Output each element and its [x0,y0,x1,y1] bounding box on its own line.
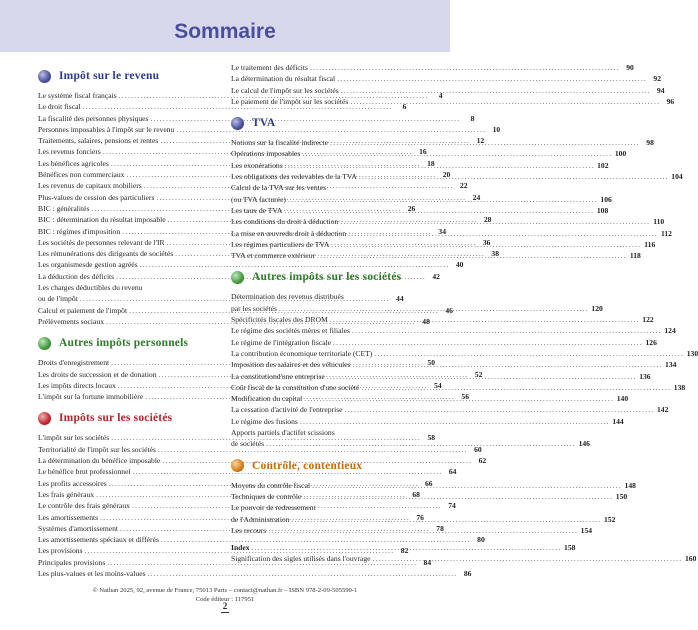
toc-entry-page: 54 [434,380,442,390]
toc-entry-page: 28 [483,215,492,225]
dot-leader [288,194,598,205]
toc-entry[interactable] [231,427,411,438]
section-title: Autres impôts sur les sociétés [252,271,402,284]
toc-entry-label: Les amortissements [38,512,99,522]
page-number-rule [221,612,229,613]
toc-entry-label: La détermination du résultat fiscal [231,74,336,84]
toc-entry[interactable] [38,534,485,545]
footer-editor-code: Code éditeur : 117951 [195,596,255,603]
toc-entry-page: 98 [646,138,654,148]
toc-entry[interactable] [38,282,218,293]
bullet-ball-icon [38,70,51,83]
toc-entry-page: 62 [478,456,487,466]
section-heading [231,113,411,133]
toc-entry[interactable] [231,416,624,427]
toc-entry-label: Le traitement des déficits [231,63,308,72]
toc-entry-label: de sociétés [231,439,265,449]
toc-entry-page: 150 [615,491,628,501]
bullet-ball-icon [231,459,244,472]
toc-entry-label: Spécificités fiscales des DROM [231,315,328,325]
toc-entry-page: 44 [396,294,404,304]
toc-entry-label: Les conditions du droit à déduction [231,217,339,227]
dot-leader [317,250,627,261]
toc-entry-label: de l'Administration [231,514,290,524]
dot-leader [348,228,658,239]
toc-entry-page: 38 [491,249,500,259]
toc-entry[interactable] [231,542,576,553]
toc-entry-label: Les régimes particuliers de TVA [231,239,330,249]
toc-entry-page: 78 [436,523,444,533]
toc-entry-page: 92 [653,74,662,84]
dot-leader [341,85,651,96]
section-heading [38,66,218,86]
toc-entry-label: Systèmes d'amortissement [38,523,119,533]
toc-entry-label: Les charges déductibles du revenu [38,283,143,293]
toc-entry-label: Bénéfices non commerciaux [38,170,125,180]
section-title: Contrôle, contentieux [252,459,363,472]
toc-entry-label: Traitements, salaires, pensions et rentes [38,136,159,146]
toc-entry-label: Le paiement de l'impôt sur les sociétés [231,96,349,106]
section-heading [38,408,218,428]
toc-entry-label: ou de l'impôt [38,294,78,304]
toc-entry-label: Prélèvements sociaux [38,316,105,326]
toc-entry[interactable] [231,337,657,348]
page-number: 2 [222,601,228,611]
toc-entry-label: Les rémunérations des dirigeants de sociétés [38,249,174,259]
toc-entry-label: Les profits accessoires [38,478,107,488]
toc-entry-label: Les exonérations [231,160,283,170]
toc-entry-label: Index [231,543,250,553]
toc-entry-label: Le calcul de l'impôt sur les sociétés [231,85,339,95]
toc-entry-label: Les bénéfices agricoles [38,158,109,168]
toc-entry-page: 16 [419,147,427,157]
section-heading [38,333,218,353]
toc-entry-label: L'impôt sur la fortune immobilière [38,392,144,402]
toc-entry-label: TVA et commerce extérieur [231,251,315,261]
toc-entry-page: 24 [472,192,481,202]
toc-entry-page: 64 [448,467,457,477]
dot-leader [350,96,660,107]
toc-entry[interactable] [231,85,665,96]
toc-entry-page: 50 [427,358,436,368]
toc-entry-label: Le bénéfice brut professionnel [38,467,131,477]
toc-entry-page: 22 [460,181,468,191]
toc-entry-label: Personnes imposables à l'impôt sur le revenu [38,124,175,134]
toc-entry-label: Calcul et paiement de l'impôt [38,305,128,315]
toc-entry-label: Les plus-values et les moins-values [38,568,146,578]
toc-entry-page: 100 [614,149,627,159]
toc-entry-label: Le droit fiscal [38,102,81,112]
toc-entry-label: Les sociétés de personnes relevant de l'IR [38,237,165,247]
toc-entry[interactable] [38,466,457,477]
toc-entry-page: 126 [645,337,657,347]
toc-entry-label: Techniques de contrôle [231,491,302,501]
toc-entry-label: Le système fiscal français [38,91,117,100]
dot-leader [310,62,620,73]
toc-entry-label: Les obligations des redevables de la TVA [231,172,357,182]
toc-entry-page: 112 [661,228,672,238]
toc-entry-page: 34 [438,226,446,236]
toc-entry-page: 56 [461,392,469,402]
toc-entry-page: 106 [600,194,612,204]
toc-entry-label: Les amortissements spéciaux et différés [38,535,159,545]
section-heading [231,267,411,287]
dot-leader [252,542,562,553]
dot-leader [268,525,578,536]
toc-entry-page: 52 [474,369,483,379]
toc-entry[interactable] [231,96,675,107]
toc-entry-label: La mise en œuvredu droit à déduction [231,228,347,238]
toc-entry-page: 46 [445,305,453,315]
dot-leader [284,205,594,216]
dot-leader [330,314,640,325]
footer-copyright: © Nathan 2025, 92, avenue de France, 75013 Paris – contact@nathan.fr – ISBN 978-2-09-505590-1 [92,587,358,594]
toc-entry-page: 90 [626,63,634,72]
toc-entry-label: Signification des sigles utilisés dans l'ouvrage [231,554,371,564]
toc-entry-page: 8 [470,113,475,123]
toc-entry[interactable] [231,404,669,415]
bullet-ball-icon [231,117,244,130]
toc-entry-label: Coût fiscal de la constitution d'une société [231,382,360,392]
toc-entry-page: 120 [591,303,603,313]
toc-entry-label: Le régime des sociétés mères et filiales [231,326,350,336]
toc-entry-label: Opérations imposables [231,149,301,159]
toc-entry-label: (ou TVA facturée) [231,194,286,204]
toc-entry-page: 144 [612,416,624,426]
toc-entry-page: 134 [665,360,677,370]
section-heading [231,456,411,476]
toc-entry-label: Calcul de la TVA sur les ventes [231,183,327,193]
toc-entry-label: Moyens du contrôle fiscal [231,480,311,490]
toc-entry-page: 94 [656,85,665,95]
toc-entry-page: 102 [597,160,609,170]
toc-entry-page: 130 [686,348,698,358]
toc-entry-label: La déduction des déficits [38,271,115,281]
dot-leader [292,514,602,525]
toc-entry-label: par les sociétés [231,303,277,313]
bullet-ball-icon [231,271,244,284]
toc-entry[interactable] [231,325,676,336]
section-title: Autres impôts personnels [59,337,189,350]
dot-leader [374,348,684,359]
section-title: TVA [252,117,276,130]
toc-entry-page: 160 [684,554,697,564]
toc-entry-label: Les revenus de capitaux mobiliers [38,181,142,191]
toc-entry-page: 124 [664,326,676,336]
toc-entry-label: Les impôts directs locaux [38,380,116,390]
dot-leader [361,382,671,393]
toc-entry-page: 80 [477,535,485,545]
dot-leader [330,137,640,148]
toc-entry-label: Détermination des revenus distribués [231,292,344,302]
toc-entry-page: 82 [400,546,409,556]
dot-leader [279,303,589,314]
toc-entry-label: Les provisions [38,546,83,556]
toc-entry-label: La constitutiond'une entreprise [231,371,325,381]
toc-entry-page: 116 [644,239,656,249]
toc-entry-page: 18 [427,158,435,168]
toc-entry-label: Les taux de TVA [231,205,283,215]
toc-entry-label: Les organismesde gestion agréés [38,260,138,270]
toc-entry[interactable] [231,348,698,359]
toc-entry[interactable] [231,291,411,302]
toc-entry-label: L'impôt sur les sociétés [38,433,110,443]
dot-leader [333,337,643,348]
toc-section [231,62,675,107]
dot-leader [266,438,576,449]
toc-entry-page: 48 [422,316,430,326]
dot-leader [373,553,683,564]
toc-entry-page: 146 [578,439,590,449]
toc-entry-label: Le régime des fusions [231,416,298,426]
section-title: Impôt sur le revenu [59,70,160,82]
toc-entry-page: 20 [442,170,451,180]
toc-entry-label: Les droits de succession et de donation [38,369,157,379]
bullet-ball-icon [38,412,51,425]
dot-leader [300,416,610,427]
dot-leader [327,371,637,382]
dot-leader [331,239,641,250]
toc-entry-page: 104 [671,172,683,182]
toc-entry-page: 140 [616,394,629,404]
toc-entry-label: Les revenus fonciers [38,147,101,157]
page-title: Sommaire [174,20,276,43]
toc-entry-page: 96 [666,96,675,106]
toc-entry-page: 108 [596,205,609,215]
toc-entry-page: 122 [642,315,654,325]
toc-entry[interactable] [231,182,411,193]
toc-entry-page: 74 [448,501,456,511]
toc-entry[interactable] [231,502,411,513]
toc-entry-label: BIC : régimes d'imposition [38,226,121,236]
toc-entry-label: La détermination du bénéfice imposable [38,456,161,466]
toc-entry-label: Les recours [231,525,267,535]
toc-entry-page: 10 [492,124,501,134]
toc-entry-label: Le contrôle des frais généraux [38,501,130,511]
toc-entry-label: Les frais généraux [38,489,95,499]
dot-leader [304,393,614,404]
dot-leader [337,73,647,84]
dot-leader [312,480,622,491]
dot-leader [302,148,612,159]
toc-entry-label: Modification du capital [231,394,303,404]
toc-entry[interactable] [38,124,501,135]
toc-entry-page: 58 [427,433,436,443]
toc-entry-label: Le régime de l'intégration fiscale [231,337,332,347]
toc-entry-page: 36 [482,237,491,247]
dot-leader [353,359,663,370]
dot-leader [340,216,650,227]
bullet-ball-icon [38,337,51,350]
dot-leader [285,160,595,171]
toc-entry-page: 12 [476,136,485,146]
toc-entry-label: Notions sur la fiscalité indirecte [231,138,329,148]
toc-entry-page: 158 [564,543,576,553]
toc-entry-page: 6 [402,102,407,112]
toc-entry-label: Droits d'enregistrement [38,358,110,368]
toc-entry-label: Principales provisions [38,557,106,567]
toc-entry-page: 40 [455,260,464,270]
section-title: Impôts sur les sociétés [59,412,173,425]
toc-entry-page: 60 [474,444,482,454]
toc-entry-page: 68 [412,489,420,499]
toc-entry-label: Imposition des salaires et des véhicules [231,360,351,370]
toc-entry-page: 66 [425,478,433,488]
toc-entry-page: 136 [639,371,651,381]
toc-entry-page: 26 [407,203,416,213]
toc-entry[interactable] [38,568,472,579]
toc-entry-page: 118 [629,251,641,261]
dot-leader [345,404,655,415]
toc-entry-page: 152 [603,514,616,524]
dot-leader [352,325,662,336]
toc-entry-page: 42 [432,271,440,281]
toc-entry-page: 4 [438,91,443,100]
toc-entry[interactable] [38,259,464,270]
toc-entry-page: 142 [657,405,669,415]
toc-entry-page: 138 [673,382,686,392]
toc-entry-label: Territorialité de l'impôt sur les sociétés [38,444,156,454]
toc-entry-page: 76 [416,512,424,522]
toc-entry-label: La contribution économique territoriale (CET) [231,348,373,358]
toc-entry-label: Plus-values de cession des particuliers [38,192,155,202]
toc-entry-label: BIC : détermination du résultat imposable [38,215,166,225]
toc-entry-label: BIC : généralités [38,203,90,213]
toc-entry-page: 148 [624,480,636,490]
toc-entry-page: 84 [423,557,432,567]
toc-entry-label: Apports partiels d'actifet scissions [231,428,335,438]
toc-entry-label: La cessation d'activité de l'entreprise [231,405,343,415]
dot-leader [303,491,613,502]
toc-entry-label: La fiscalité des personnes physiques [38,113,149,123]
toc-entry-page: 154 [580,525,593,535]
toc-entry-label: Le pouvoir de redressement [231,503,316,513]
toc-entry-page: 110 [653,217,665,227]
toc-entry[interactable] [231,62,634,73]
toc-entry-page: 86 [463,568,472,578]
toc-entry[interactable] [231,73,662,84]
dot-leader [359,171,669,182]
